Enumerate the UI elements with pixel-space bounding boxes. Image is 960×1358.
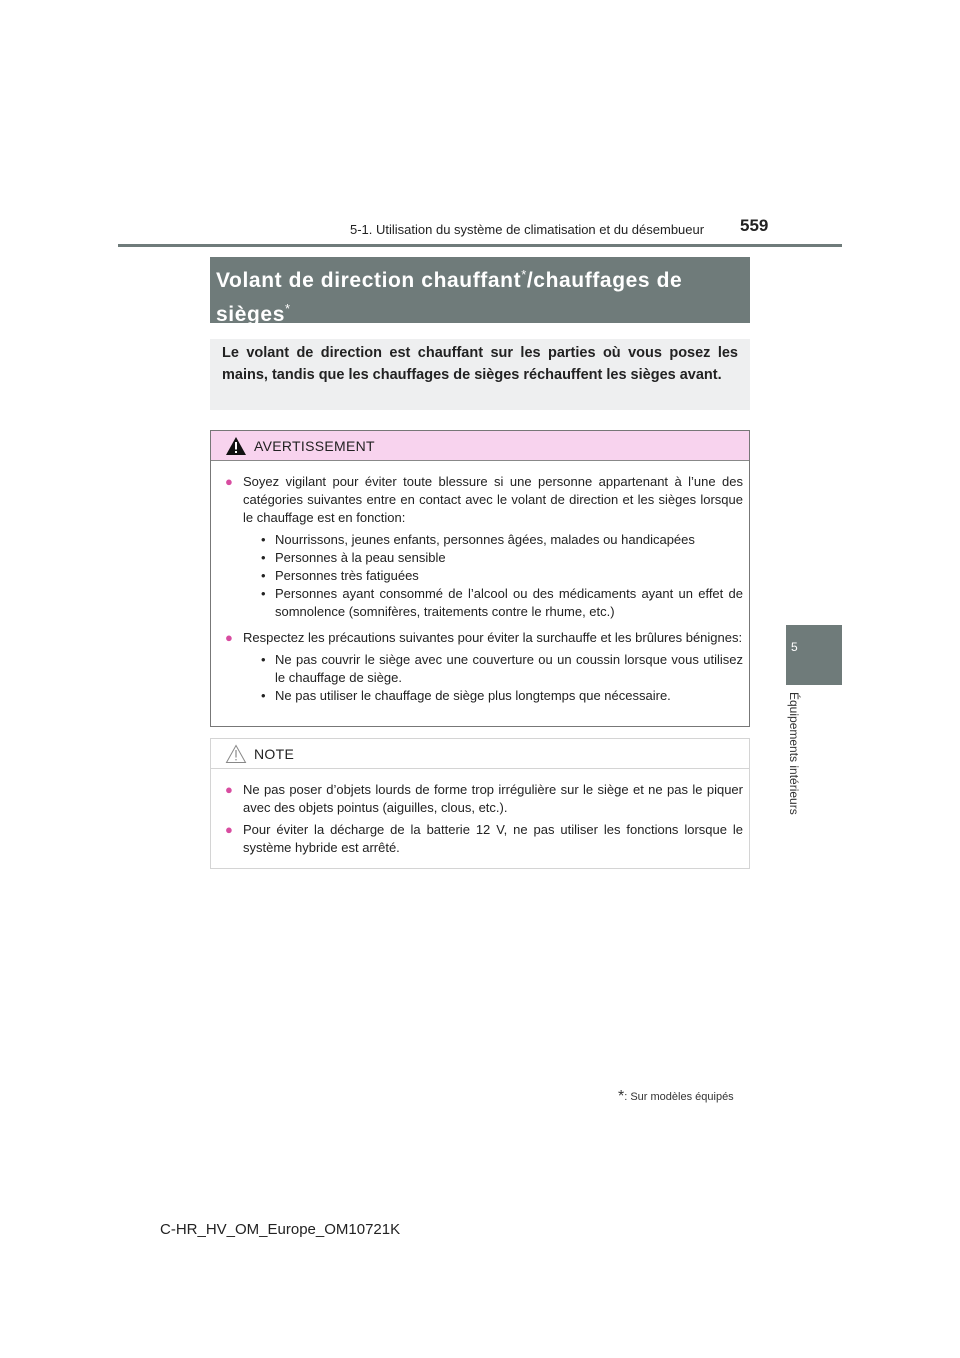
bullet-icon: ●	[225, 782, 233, 797]
document-code: C-HR_HV_OM_Europe_OM10721K	[160, 1221, 401, 1238]
caution-outline-icon	[225, 744, 247, 764]
section-title: 5-1. Utilisation du système de climatisation et du désembueur	[350, 222, 705, 237]
list-item: • Personnes très fatiguées	[261, 568, 419, 583]
title-star1: *	[521, 267, 527, 282]
warning-sublist	[261, 651, 743, 705]
warning-item-content	[243, 473, 743, 625]
note-item-text: Ne pas poser d’objets lourds de forme trop irrégulière sur le siège et ne pas le piquer avec des objets pointus (aiguilles, clous, etc.).	[243, 782, 743, 815]
warning-body	[211, 461, 749, 709]
bullet-icon: ●	[225, 822, 233, 837]
title-part1: Volant de direction chauffant	[216, 269, 522, 292]
bullet-icon: ●	[225, 630, 233, 645]
title-star2: *	[284, 301, 291, 316]
warning-item	[225, 473, 743, 625]
title-banner	[210, 257, 750, 326]
bullet-icon: ●	[225, 474, 233, 489]
page-number: 559	[740, 216, 769, 235]
list-item: • Nourrissons, jeunes enfants, personnes âgées, malades ou handicapées	[261, 532, 695, 547]
header-rule	[118, 244, 842, 247]
warning-item-text: Soyez vigilant pour éviter toute blessure si une personne appartenant à l’une des catégories suivantes entre en contact avec le volant de direction et les sièges lorsque le chauffage est en fonction:	[243, 474, 743, 525]
footnote	[618, 1088, 734, 1106]
footnote-text: : Sur modèles équipés	[624, 1090, 734, 1103]
chapter-tab-number: 5	[791, 640, 798, 654]
warning-heading: AVERTISSEMENT	[254, 438, 375, 454]
note-heading: NOTE	[254, 746, 295, 762]
intro-box	[210, 339, 750, 410]
warning-item-text: Respectez les précautions suivantes pour éviter la surchauffe et les brûlures bénignes:	[243, 630, 743, 645]
list-item: • Personnes ayant consommé de l’alcool ou des médicaments ayant un effet de somnolence (somnifères, traitements contre le rhume, etc.)	[261, 586, 743, 619]
warning-sublist	[261, 531, 743, 621]
intro-text: Le volant de direction est chauffant sur les parties où vous posez les mains, tandis que les chauffages de sièges réchauffent les sièges avant.	[222, 345, 738, 383]
note-body	[211, 769, 749, 857]
chapter-tab	[786, 625, 842, 685]
warning-item	[225, 629, 743, 709]
list-item: • Personnes à la peau sensible	[261, 550, 446, 565]
page-title	[216, 261, 744, 329]
list-item: • Ne pas couvrir le siège avec une couverture ou un coussin lorsque vous utilisez le chauffage de siège.	[261, 652, 743, 685]
title-part2: /chauffages de sièges	[216, 269, 683, 326]
note-header	[211, 739, 749, 769]
list-item: • Ne pas utiliser le chauffage de siège plus longtemps que nécessaire.	[261, 688, 671, 703]
warning-box	[210, 430, 750, 727]
note-item	[225, 821, 743, 857]
note-item-text: Pour éviter la décharge de la batterie 12 V, ne pas utiliser les fonctions lorsque le système hybride est arrêté.	[243, 822, 743, 855]
chapter-label: Équipements intérieurs	[787, 692, 801, 815]
warning-item-content	[243, 629, 743, 709]
warning-triangle-icon	[225, 436, 247, 456]
note-item	[225, 781, 743, 817]
warning-header	[211, 431, 749, 461]
footnote-star: *	[618, 1088, 625, 1105]
note-box	[210, 738, 750, 869]
